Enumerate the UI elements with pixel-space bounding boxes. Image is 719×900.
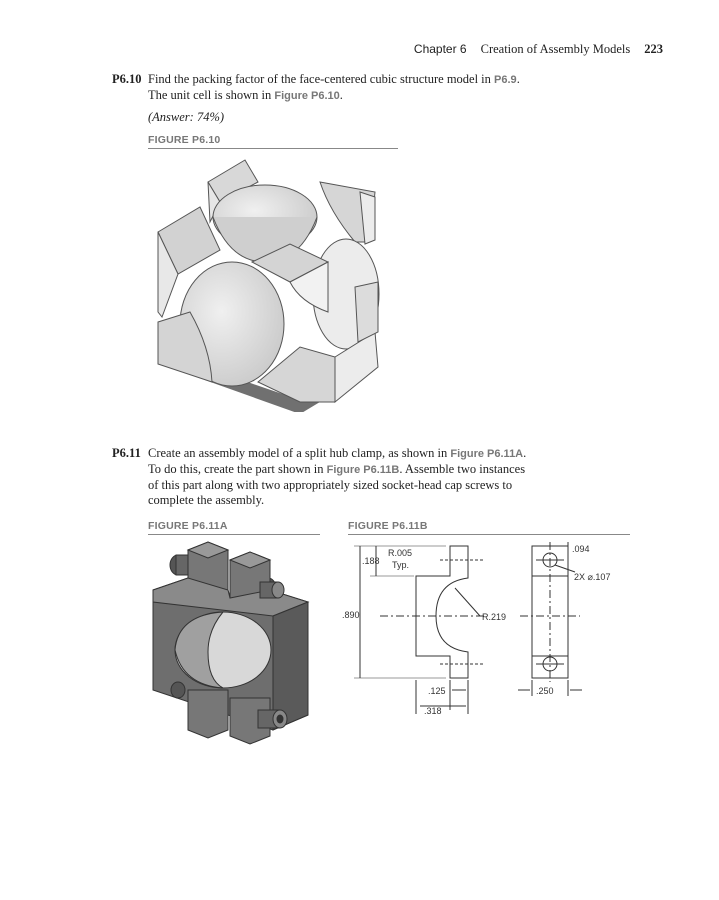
figure-ref-link[interactable]: Figure P6.11B — [326, 464, 400, 476]
answer-text: (Answer: 74%) — [148, 110, 225, 124]
chapter-label: Chapter 6 — [413, 42, 467, 56]
dim-250: .250 — [536, 686, 554, 696]
dim-318: .318 — [424, 706, 442, 716]
split-hub-clamp-figure — [148, 540, 318, 745]
problem-text-line: Find the packing factor of the face-centered cubic structure model in P6.9. — [148, 72, 520, 86]
problem-p6-11 — [112, 446, 526, 508]
problem-number: P6.11 — [112, 446, 141, 460]
problem-text-line: The unit cell is shown in Figure P6.10. — [148, 88, 343, 102]
page-number: 223 — [644, 42, 663, 56]
dim-188: .188 — [362, 556, 380, 566]
dim-094: .094 — [572, 544, 590, 554]
figure-ref-link[interactable]: Figure P6.10 — [274, 90, 340, 102]
chapter-title: Creation of Assembly Models — [480, 42, 631, 56]
dim-r219: R.219 — [482, 612, 507, 622]
dim-r005: R.005 — [388, 548, 413, 558]
problem-text-line: Create an assembly model of a split hub clamp, as shown in Figure P6.11A. — [148, 446, 527, 460]
hub-clamp-drawing — [340, 538, 630, 718]
problem-p6-10 — [112, 72, 520, 125]
problem-text-line: of this part along with two appropriately sized socket-head cap screws to — [148, 478, 513, 492]
figure-caption-p6-10: FIGURE P6.10 — [148, 134, 398, 149]
figure-ref-link[interactable]: Figure P6.11A — [450, 448, 524, 460]
dim-125: .125 — [428, 686, 446, 696]
problem-text-line: To do this, create the part shown in Figure P6.11B. Assemble two instances — [148, 462, 526, 476]
problem-text-line: complete the assembly. — [148, 493, 265, 507]
running-header — [414, 42, 663, 57]
problem-ref-link[interactable]: P6.9 — [494, 74, 517, 86]
problem-number: P6.10 — [112, 72, 142, 86]
figure-caption-p6-11b: FIGURE P6.11B — [348, 520, 630, 535]
dim-890: .890 — [342, 610, 360, 620]
dim-hole-dia: 2X ⌀.107 — [574, 572, 611, 582]
figure-caption-p6-11a: FIGURE P6.11A — [148, 520, 320, 535]
dim-typ: Typ. — [392, 560, 410, 570]
fcc-unit-cell-figure — [150, 152, 390, 412]
